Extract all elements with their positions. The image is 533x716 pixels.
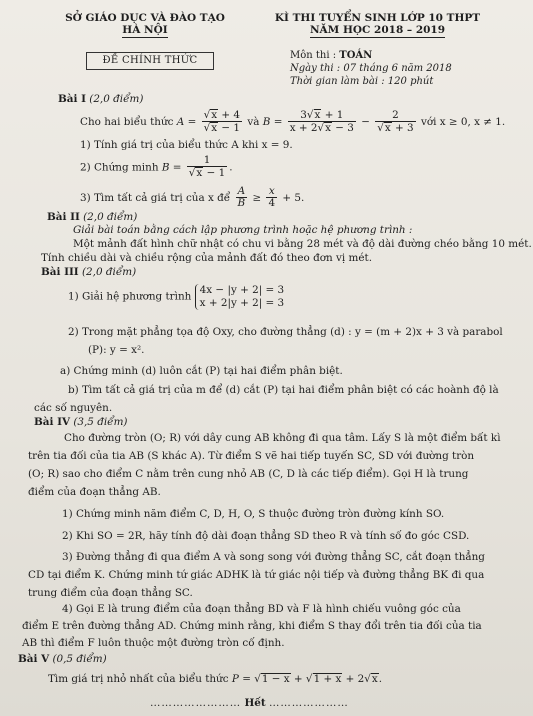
bai1-q2: 2) Chứng minh B = $\frac{1}{√x - 1}$ . [80,154,233,180]
bai2-text-line1: Một mảnh đất hình chữ nhật có chu vi bằng 28 mét và độ dài đường chéo bằng 10 mét. [73,238,532,250]
bai5-heading: Bài V (0,5 điểm) [18,653,107,665]
bai1-intro: Cho hai biểu thức A = $\frac{√x + 4}{√x - 1}$ và B = $\frac{3√x + 1}{x + 2√x - 3}$ − $\frac{2}{√x + 3}$ với x ≥ 0, x ≠ 1. [80,108,506,135]
bai3-q1: 1) Giải hệ phương trình 4x − |y + 2| = 3 x + 2|y + 2| = 3 [68,284,285,309]
bai3-qa: a) Chứng minh (d) luôn cắt (P) tại hai điểm phân biệt. [60,365,343,377]
subject-name: TOÁN [339,50,373,61]
end-of-exam: …………………… Hết ………………… [150,697,349,709]
bai2-instruction: Giải bài toán bằng cách lập phương trình hoặc hệ phương trình : [73,224,413,236]
bai4-p1: Cho đường tròn (O; R) với dây cung AB không đi qua tâm. Lấy S là một điểm bất kì [64,432,501,444]
bai4-q4-line2: điểm E trên đường thẳng AD. Chứng minh rằng, khi điểm S thay đổi trên tia đối của tia [22,620,482,632]
bai1-heading: Bài I (2,0 điểm) [58,93,144,105]
bai4-p3: (O; R) sao cho điểm C nằm trên cung nhỏ AB (C, D là các tiếp điểm). Gọi H là trung [28,468,469,480]
department-name: SỞ GIÁO DỤC VÀ ĐÀO TẠO [65,12,225,24]
equation-2: x + 2|y + 2| = 3 [199,297,285,309]
official-exam-box: ĐỀ CHÍNH THỨC [86,52,214,70]
bai1-q1: 1) Tính giá trị của biểu thức A khi x = 9. [80,139,293,151]
bai3-qb-line1: b) Tìm tất cả giá trị của m để (d) cắt (P) tại hai điểm phân biệt có các hoành độ là [68,384,499,396]
exam-duration: Thời gian làm bài : 120 phút [290,75,434,87]
exam-info [290,50,452,88]
bai1-q3: 3) Tìm tất cả giá trị của x để $\frac{A}{B}$ ≥ $\frac{x}{4}$ + 5. [80,185,305,210]
bai4-q4-line1: 4) Gọi E là trung điểm của đoạn thẳng BD và F là hình chiếu vuông góc của [62,603,461,615]
bai4-q2: 2) Khi SO = 2R, hãy tính độ dài đoạn thẳng SD theo R và tính số đo góc CSD. [62,530,470,542]
bai3-heading: Bài III (2,0 điểm) [41,266,137,278]
exam-date: Ngày thi : 07 tháng 6 năm 2018 [290,62,452,74]
bai3-qb-line2: các số nguyên. [34,402,113,414]
equation-1: 4x − |y + 2| = 3 [199,284,285,296]
exam-header [270,12,485,38]
department-header [60,12,230,38]
bai4-q4-line3: AB thì điểm F luôn thuộc một đường tròn cố định. [22,637,285,649]
school-year: NĂM HỌC 2018 – 2019 [310,24,445,38]
bai4-q3-line1: 3) Đường thẳng đi qua điểm A và song song với đường thẳng SC, cắt đoạn thẳng [62,551,485,563]
bai3-q2-line1: 2) Trong mặt phẳng tọa độ Oxy, cho đường thẳng (d) : y = (m + 2)x + 3 và parabol [68,326,503,338]
bai4-p2: trên tia đối của tia AB (S khác A). Từ điểm S vẽ hai tiếp tuyến SC, SD với đường tròn [28,450,475,462]
subject-line: Môn thi : TOÁN [290,50,373,61]
end-label: Hết [244,697,266,709]
bai2-text-line2: Tính chiều dài và chiều rộng của mảnh đất đó theo đơn vị mét. [41,252,372,264]
bai4-q3-line3: trung điểm của đoạn thẳng SC. [28,587,193,599]
bai3-q2-line2: (P): y = x². [88,344,145,356]
bai4-q1: 1) Chứng minh năm điểm C, D, H, O, S thuộc đường tròn đường kính SO. [62,508,445,520]
bai2-heading: Bài II (2,0 điểm) [47,211,138,223]
bai4-p4: điểm của đoạn thẳng AB. [28,486,161,498]
bai4-q3-line2: CD tại điểm K. Chứng minh tứ giác ADHK là tứ giác nội tiếp và đường thẳng BK đi qua [28,569,485,581]
bai5-question: Tìm giá trị nhỏ nhất của biểu thức P = √1 − x + √1 + x + 2√x. [48,673,383,685]
exam-title: KÌ THI TUYỂN SINH LỚP 10 THPT [274,12,481,24]
bai4-heading: Bài IV (3,5 điểm) [34,416,128,428]
department-city: HÀ NỘI [122,24,167,38]
